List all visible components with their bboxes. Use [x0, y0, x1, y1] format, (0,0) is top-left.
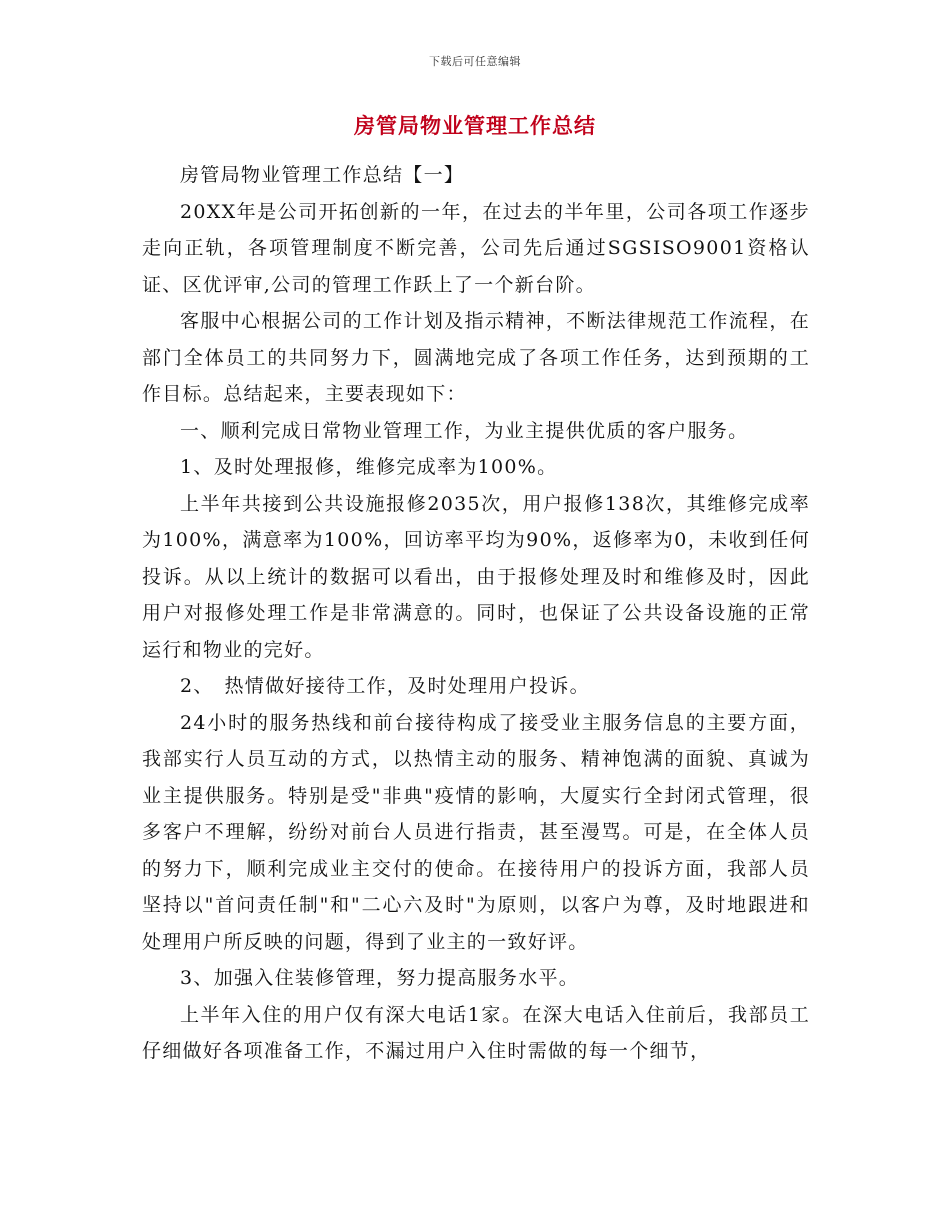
page-header-note: 下载后可任意编辑	[429, 55, 521, 68]
paragraph: 客服中心根据公司的工作计划及指示精神，不断法律规范工作流程，在部门全体员工的共同努力下，圆满地完成了各项工作任务，达到预期的工作目标。总结起来，主要表现如下：	[142, 310, 810, 405]
document-body	[142, 157, 810, 1070]
subheading: 3、加强入住装修管理，努力提高服务水平。	[180, 967, 580, 989]
document-title: 房管局物业管理工作总结	[354, 114, 596, 138]
paragraph: 上半年共接到公共设施报修2035次，用户报修138次，其维修完成率为100%，满意率为100%，回访率平均为90%，返修率为0，未收到任何投诉。从以上统计的数据可以看出，由于报修处理及时和维修及时，因此用户对报修处理工作是非常满意的。同时，也保证了公共设备设施的正常运行和物业的完好。	[142, 492, 810, 661]
paragraph: 24小时的服务热线和前台接待构成了接受业主服务信息的主要方面，我部实行人员互动的方式，以热情主动的服务、精神饱满的面貌、真诚为业主提供服务。特别是受"非典"疫情的影响，大厦实行全封闭式管理，很多客户不理解，纷纷对前台人员进行指责，甚至漫骂。可是，在全体人员的努力下，顺利完成业主交付的使命。在接待用户的投诉方面，我部人员坚持以"首问责任制"和"二心六及时"为原则，以客户为尊，及时地跟进和处理用户所反映的问题，得到了业主的一致好评。	[142, 711, 810, 953]
subheading: 2、 热情做好接待工作，及时处理用户投诉。	[180, 675, 590, 697]
paragraph: 上半年入住的用户仅有深大电话1家。在深大电话入住前后，我部员工仔细做好各项准备工作，不漏过用户入住时需做的每一个细节，	[142, 1003, 810, 1062]
subheading: 一、顺利完成日常物业管理工作，为业主提供优质的客户服务。	[180, 419, 749, 442]
section-heading: 房管局物业管理工作总结【一】	[180, 164, 465, 186]
subheading: 1、及时处理报修，维修完成率为100%。	[180, 456, 558, 478]
paragraph: 20XX年是公司开拓创新的一年，在过去的半年里，公司各项工作逐步走向正轨，各项管理制度不断完善，公司先后通过SGSISO9001资格认证、区优评审,公司的管理工作跃上了一个新台阶。	[142, 200, 810, 296]
